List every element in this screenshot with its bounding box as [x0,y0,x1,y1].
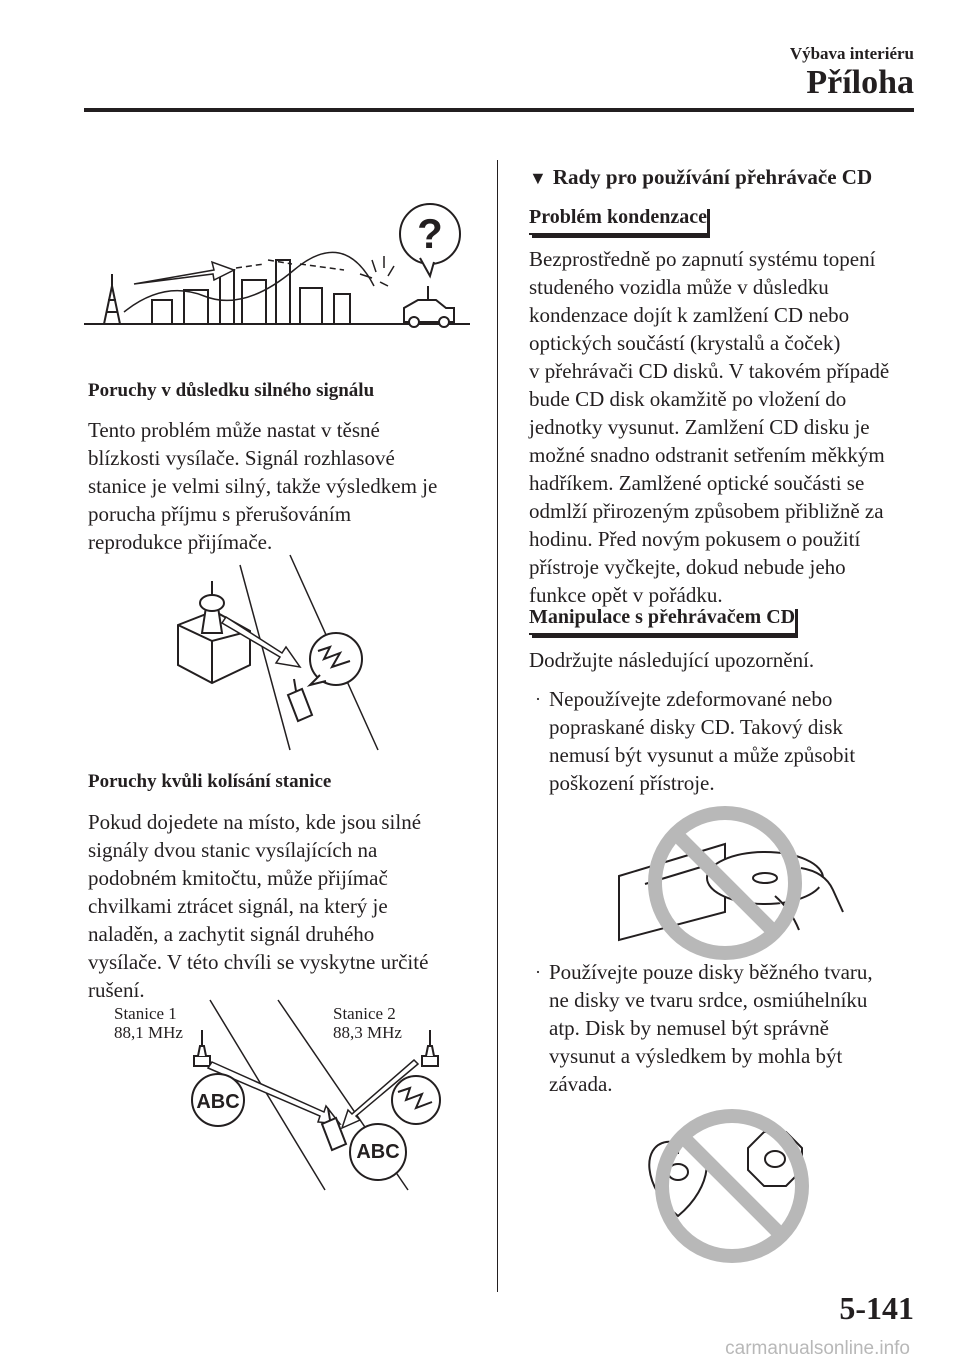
bullet-deformed-discs [535,685,856,797]
strong-signal-illustration [84,200,474,330]
paragraph-cd-handling: Dodržujte následující upozornění. [529,648,815,672]
station1-name: Stanice 1 [114,1004,177,1023]
triangle-bullet-icon: ▼ [529,168,547,188]
no-shaped-disc-illustration [632,1098,832,1274]
cd-tips-heading-text: Rady pro používání přehrávače CD [552,165,873,189]
station1-icon [194,1030,210,1066]
paragraph-condensation: Bezprostředně po zapnutí systému topení studeného vozidla může v důsledku kondenzace dojít k zamlžení CD nebo optických součástí (krystalů a čoček) v přehrávači CD disků. V takovém případě bude CD disk okamžitě po vložení do jednotky vysunut. Zamlžení CD disku je možné snadno odstranit setřením měkkým hadříkem. Zamlžené optické součásti se odmlží přirozeným způsobem přibližně za hodinu. Před novým pokusem o použití přístroje vyčkejte, dokud nebude jeho funkce opět v pořádku. [529,247,890,607]
station2-frequency: 88,3 MHz [333,1023,402,1042]
column-divider [497,160,498,1292]
subheading-cd-handling: Manipulace s přehrávačem CD [529,606,795,635]
header-section: Výbava interiéru [789,44,914,63]
bullet-irregular-shapes [535,958,873,1098]
bullet-deformed-discs-text: Nepoužívejte zdeformované nebo popraskané disky CD. Takový disk nemusí být vysunut a může způsobit poškození přístroje. [549,687,856,795]
cd-tips-heading [529,165,872,190]
page-number: 5-141 [839,1290,914,1326]
svg-text:ABC: ABC [356,1141,400,1163]
svg-text:ABC: ABC [196,1091,240,1113]
bullet-dot-icon: · [535,962,541,982]
caption-station-fluctuation: Poruchy kvůli kolísání stanice [88,771,332,792]
bullet-dot-icon: · [535,689,541,709]
watermark: carmanualsonline.info [725,1338,910,1359]
page-title: Příloha [806,64,914,101]
header-rule [84,108,914,112]
station1-frequency: 88,1 MHz [114,1023,183,1042]
car-icon [404,286,454,327]
transmitter-proximity-illustration [170,555,390,755]
caption-strong-signal: Poruchy v důsledku silného signálu [88,380,375,401]
subheading-condensation: Problém kondenzace [529,206,707,235]
two-stations-illustration [180,1000,450,1195]
no-cracked-disc-illustration [605,792,845,974]
station2-icon [422,1030,438,1066]
svg-text:?: ? [417,210,443,257]
paragraph-strong-signal: Tento problém může nastat v těsné blízkosti vysílače. Signál rozhlasové stanice je velmi silný, takže výsledkem je porucha příjmu s přerušováním reprodukce přijímače. [88,418,438,554]
paragraph-station-fluctuation: Pokud dojedete na místo, kde jsou silné signály dvou stanic vysílajících na podobném kmitočtu, může přijímač chvilkami ztrácet signál, na který je naladěn, a zachytit signál druhého vysílače. V této chvíli se vyskytne určité rušení. [88,810,429,1002]
bullet-irregular-shapes-text: Používejte pouze disky běžného tvaru, ne disky ve tvaru srdce, osmiúhelníku atp. Disk by nemusel být správně vysunut a výsledkem by mohla být závada. [549,960,873,1096]
station2-name: Stanice 2 [333,1004,396,1023]
tower-icon [104,274,120,324]
